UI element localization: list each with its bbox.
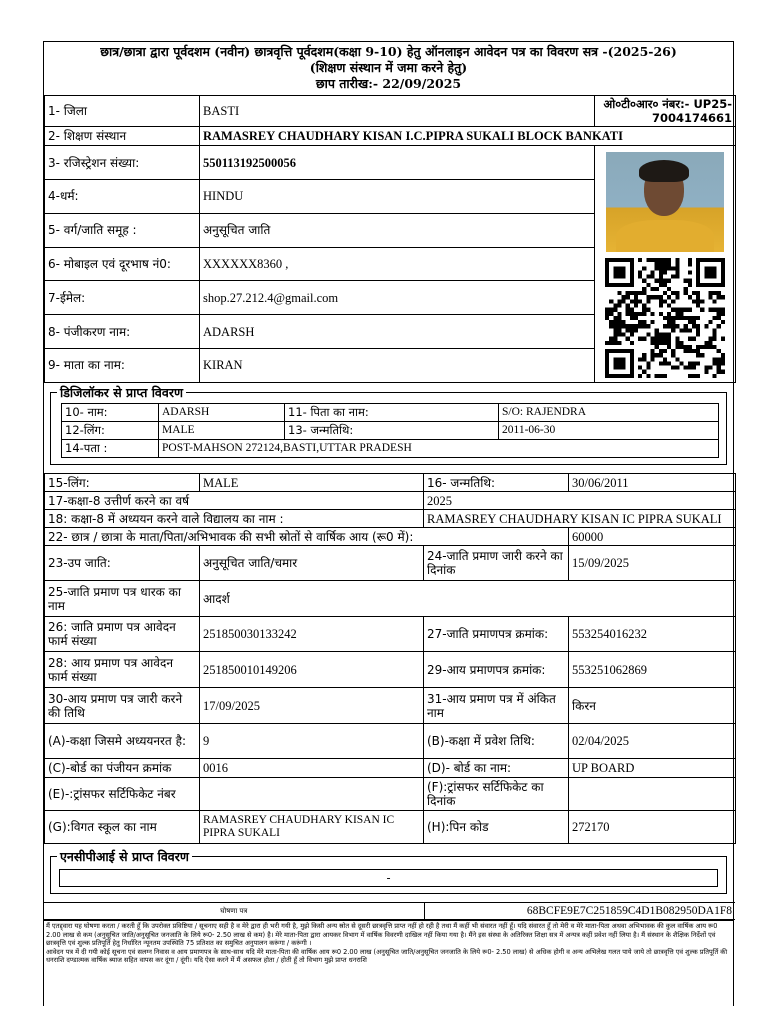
print-date: छाप तारीख:- 22/09/2025: [315, 76, 462, 91]
digilocker-section: [50, 385, 727, 465]
board-reg-value: 0016: [200, 759, 424, 778]
hash-code: 68BCFE9E7C251859C4D1B082950DA1F8: [424, 903, 735, 920]
dob-value: 30/06/2011: [569, 474, 736, 492]
ncpi-title: एनसीपीआई से प्राप्त विवरण: [57, 848, 192, 865]
dl-father-value: S/O: RAJENDRA: [499, 404, 719, 422]
form-header: [44, 41, 733, 95]
mother-label: 9- माता का नाम:: [45, 348, 200, 382]
current-class-label: (A)-कक्षा जिसमे अध्ययनरत है:: [45, 724, 200, 759]
dl-name-value: ADARSH: [159, 404, 285, 422]
caste-holder-value: आदर्श: [200, 581, 736, 617]
application-form: [43, 41, 734, 1006]
income-cert-value: 553251062869: [569, 652, 736, 688]
income-date-label: 30-आय प्रमाण पत्र जारी करने की तिथि: [45, 688, 200, 724]
ncpi-section: [50, 849, 727, 894]
digilocker-table: [61, 403, 719, 458]
admission-date-value: 02/04/2025: [569, 724, 736, 759]
applicant-photo: [606, 152, 724, 252]
prev-school-label: (G):विगत स्कूल का नाम: [45, 811, 200, 844]
class8-school-label: 18: कक्षा-8 में अध्ययन करने वाले विद्यालय का नाम :: [45, 510, 424, 528]
institution-value: RAMASREY CHAUDHARY KISAN I.C.PIPRA SUKALI BLOCK BANKATI: [200, 127, 736, 146]
caste-date-value: 15/09/2025: [569, 546, 736, 581]
income-name-value: किरन: [569, 688, 736, 724]
mother-value: KIRAN: [200, 348, 595, 382]
dl-name-label: 10- नाम:: [62, 404, 159, 422]
district-value: BASTI: [200, 96, 595, 127]
caste-holder-label: 25-जाति प्रमाण पत्र धारक का नाम: [45, 581, 200, 617]
admission-date-label: (B)-कक्षा में प्रवेश तिथि:: [424, 724, 569, 759]
caste-cert-label: 27-जाति प्रमाणपत्र क्रमांक:: [424, 617, 569, 652]
subcaste-label: 23-उप जाति:: [45, 546, 200, 581]
pincode-label: (H):पिन कोड: [424, 811, 569, 844]
regname-value: ADARSH: [200, 315, 595, 348]
dl-gender-value: MALE: [159, 422, 285, 440]
current-class-value: 9: [200, 724, 424, 759]
subcaste-value: अनुसूचित जाति/चमार: [200, 546, 424, 581]
registration-label: 3- रजिस्ट्रेशन संख्या:: [45, 146, 200, 180]
income-form-value: 251850010149206: [200, 652, 424, 688]
prev-school-value: RAMASREY CHAUDHARY KISAN IC PIPRA SUKALI: [200, 811, 424, 844]
dl-dob-value: 2011-06-30: [499, 422, 719, 440]
board-reg-label: (C)-बोर्ड का पंजीयन क्रमांक: [45, 759, 200, 778]
income-form-label: 28: आय प्रमाण पत्र आवेदन फार्म संख्या: [45, 652, 200, 688]
footer-table: [44, 902, 735, 920]
tc-no-value: [200, 778, 424, 811]
dl-dob-label: 13- जन्मतिथि:: [285, 422, 499, 440]
caste-date-label: 24-जाति प्रमाण जारी करने का दिनांक: [424, 546, 569, 581]
religion-label: 4-धर्म:: [45, 180, 200, 213]
tc-date-value: [569, 778, 736, 811]
digilocker-title: डिजिलॉकर से प्राप्त विवरण: [57, 384, 186, 401]
income-label: 22- छात्र / छात्रा के माता/पिता/अभिभावक की सभी स्रोतों से वार्षिक आय (रू0 में):: [45, 528, 569, 546]
form-title: छात्र/छात्रा द्वारा पूर्वदशम (नवीन) छात्रवृत्ति पूर्वदशम(कक्षा 9-10) हेतु ऑनलाइन आवेदन पत्र का विवरण सत्र -(2025-26): [100, 44, 677, 59]
declaration-paragraph-2: आवेदन पत्र में दी गयी कोई सूचना एवं सलग्न निवास व आय प्रमाणपत्र के साथ-साथ यदि मेरे माता-पिता की वार्षिक आय रू0 2.00 लाख (अनुसूचित जाति/अनुसूचित जनजाति के लिये रू0- 2.50 लाख) से अधिक होगी व अन्य अभिलेख गलत पाये जाये तो छात्रवृत्ति एवं शुल्क प्रतिपूर्ति की धनराशि दण्डात्मक वार्षिक ब्याज सहित वापस कर दूंगा / दूंगी। यदि ऐसा करने में मैं असफल होता / होती हूँ तो विभाग मुझे प्राप्त धनराशि: [46, 947, 728, 965]
caste-form-label: 26: जाति प्रमाण पत्र आवेदन फार्म संख्या: [45, 617, 200, 652]
details-table: [44, 473, 736, 844]
qr-code-icon: [605, 258, 725, 378]
institution-label: 2- शिक्षण संस्थान: [45, 127, 200, 146]
regname-label: 8- पंजीकरण नाम:: [45, 315, 200, 348]
income-date-value: 17/09/2025: [200, 688, 424, 724]
email-label: 7-ईमेल:: [45, 281, 200, 315]
otr-number: ओ०टी०आर० नंबर:- UP25-7004174661: [595, 96, 736, 127]
board-name-value: UP BOARD: [569, 759, 736, 778]
ncpi-value: -: [59, 869, 718, 887]
category-label: 5- वर्ग/जाति समूह :: [45, 213, 200, 247]
caste-form-value: 251850030133242: [200, 617, 424, 652]
email-value: shop.27.212.4@gmail.com: [200, 281, 595, 315]
class8-year-value: 2025: [424, 492, 736, 510]
mobile-value: XXXXXX8360 ,: [200, 247, 595, 280]
caste-cert-value: 553254016232: [569, 617, 736, 652]
income-cert-label: 29-आय प्रमाणपत्र क्रमांक:: [424, 652, 569, 688]
dl-father-label: 11- पिता का नाम:: [285, 404, 499, 422]
gender-value: MALE: [200, 474, 424, 492]
income-name-label: 31-आय प्रमाण पत्र में अंकित नाम: [424, 688, 569, 724]
dl-address-value: POST-MAHSON 272124,BASTI,UTTAR PRADESH: [159, 440, 719, 458]
income-value: 60000: [569, 528, 736, 546]
declaration-paragraph-1: मैं एतद्द्वारा यह घोषणा करता / करती हूँ कि उपरोक्त प्रविष्टिया / सूचनाए सही है व मेरे द्वारा ही भरी गयी है, मुझे किसी अन्य स्रोत से दूसरी छात्रवृत्ति प्राप्त नहीं हो रही है तथा मैं कहीं भी संवारत नहीं हूँ। यदि संवारत हूँ तो मेरी व मेरे माता-पिता अथवा अभिभावक की कुल वार्षिक आय रू0 2.00 लाख से कम (अनुसूचित जाति/अनुसूचित जनजाति के लिये रू0- 2.50 लाख से कम) है। मेरे माता-पिता द्वारा आयकर विभाग में वार्षिक विवरणी दाखिल नहीं किया गया है। मैंने इस संस्था के अतिरिक्त शिक्षा सत्र में अन्यत्र कहीं प्रवेश नहीं लिया है। मैं संस्थान के शैक्षिक निर्देशों एवं छात्रवृत्ति एवं शुल्क प्रतिपूर्ति हेतु निर्धारित न्यूनतम उपस्थिति 75 प्रतिशत का समुचित अनुपालन करूंगा / करूंगी ।: [46, 922, 718, 948]
dl-gender-label: 12-लिंग:: [62, 422, 159, 440]
registration-value: 550113192500056: [200, 146, 595, 180]
pincode-value: 272170: [569, 811, 736, 844]
board-name-label: (D)- बोर्ड का नाम:: [424, 759, 569, 778]
declaration-label: घोषणा पत्र: [44, 903, 424, 920]
class8-year-label: 17-कक्षा-8 उत्तीर्ण करने का वर्ष: [45, 492, 424, 510]
tc-no-label: (E)-:ट्रांसफर सर्टिफिकेट नंबर: [45, 778, 200, 811]
religion-value: HINDU: [200, 180, 595, 213]
form-subtitle: (शिक्षण संस्थान में जमा करने हेतु): [309, 60, 468, 75]
dl-address-label: 14-पता :: [62, 440, 159, 458]
tc-date-label: (F):ट्रांसफर सर्टिफिकेट का दिनांक: [424, 778, 569, 811]
declaration-text: [44, 920, 733, 966]
basic-details-table: [44, 95, 736, 383]
dob-label: 16- जन्मतिथि:: [424, 474, 569, 492]
category-value: अनुसूचित जाति: [200, 213, 595, 247]
district-label: 1- जिला: [45, 96, 200, 127]
gender-label: 15-लिंग:: [45, 474, 200, 492]
class8-school-value: RAMASREY CHAUDHARY KISAN IC PIPRA SUKALI: [424, 510, 736, 528]
mobile-label: 6- मोबाइल एवं दूरभाष नं0:: [45, 247, 200, 280]
photo-qr-cell: [595, 146, 736, 383]
